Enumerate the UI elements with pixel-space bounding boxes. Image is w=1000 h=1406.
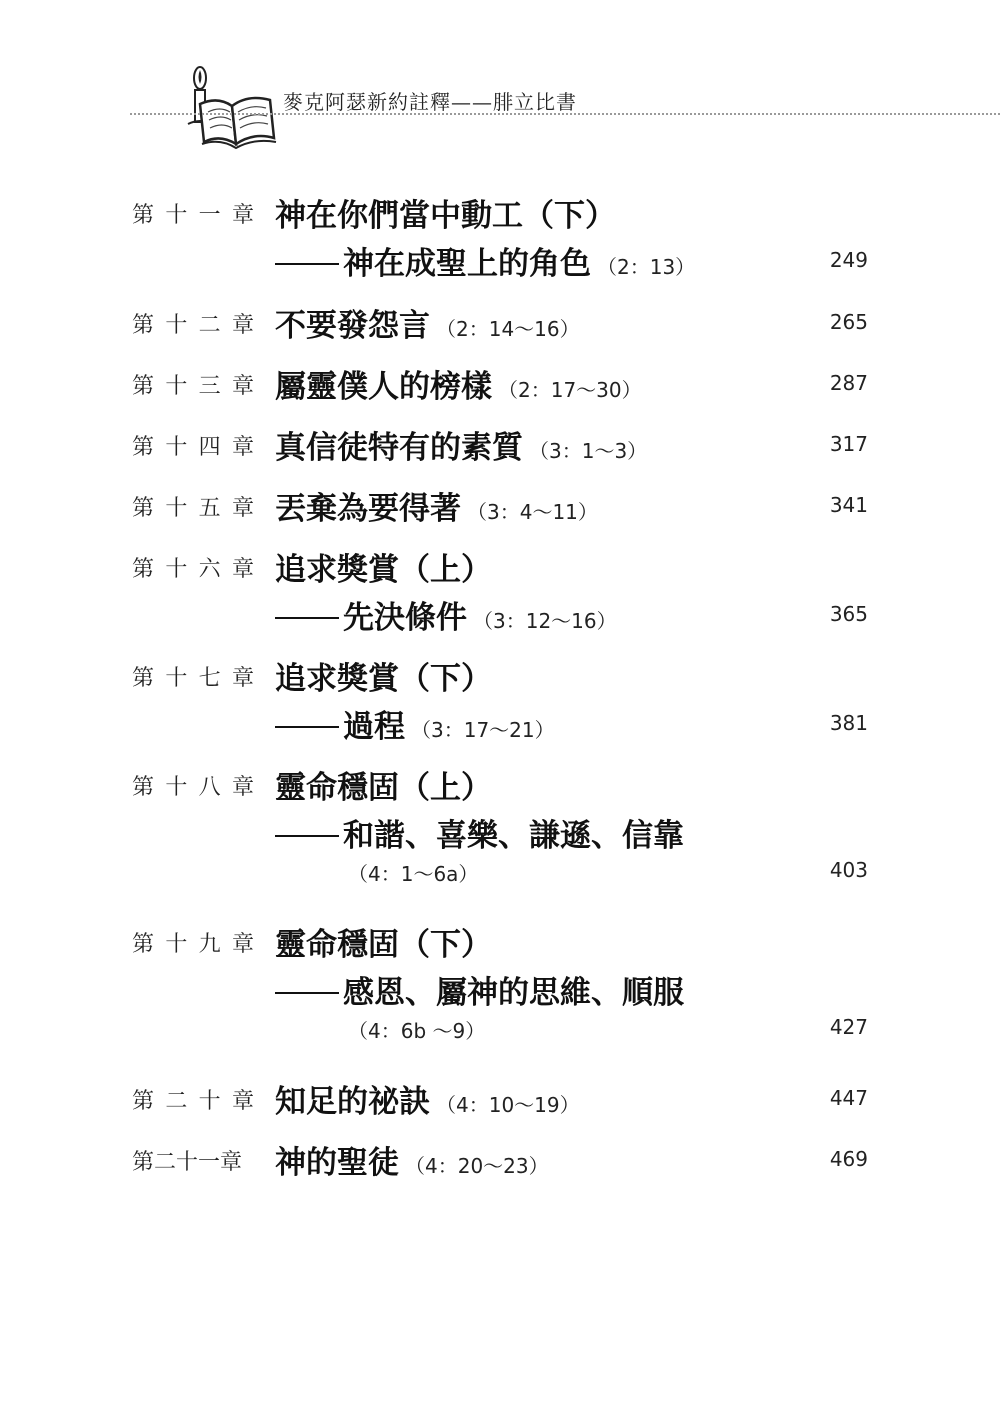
page-number: 249 [829, 248, 868, 272]
page-number: 287 [829, 371, 868, 395]
page-number: 341 [829, 493, 868, 517]
chapter-number: 第 十 九 章 [132, 932, 254, 957]
chapter-title: 知足的祕訣 （4：10～19） [275, 1084, 580, 1120]
chapter-title: 靈命穩固（下） [275, 927, 492, 963]
em-dash [275, 726, 339, 728]
chapter-title: 追求獎賞（上） [275, 552, 492, 588]
chapter-title: 屬靈僕人的榜樣 （2：17～30） [275, 369, 642, 405]
chapter-title: 神在你們當中動工（下） [275, 198, 616, 234]
chapter-title: 不要發怨言 （2：14～16） [275, 308, 580, 344]
page-number: 469 [829, 1147, 868, 1171]
chapter-subtitle: 過程 （3：17～21） [275, 701, 555, 746]
chapter-number: 第 十 一 章 [132, 203, 254, 228]
chapter-subtitle: 感恩、屬神的思維、順服 [275, 967, 684, 1012]
page-number: 265 [829, 310, 868, 334]
em-dash [275, 617, 339, 619]
em-dash [275, 263, 339, 265]
chapter-number: 第 十 四 章 [132, 435, 254, 460]
scripture-ref: （3：17～21） [411, 718, 555, 742]
scripture-ref: （4：10～19） [436, 1093, 580, 1117]
chapter-title: 丟棄為要得著 （3：4～11） [275, 491, 598, 527]
open-book-candle-icon [178, 60, 278, 150]
header-divider [130, 113, 1000, 115]
chapter-number: 第 十 三 章 [132, 374, 254, 399]
chapter-subtitle: 先決條件 （3：12～16） [275, 592, 617, 637]
header-title: 麥克阿瑟新約註釋——腓立比書 [283, 90, 577, 114]
scripture-ref: （2：13） [597, 255, 696, 279]
em-dash [275, 992, 339, 994]
chapter-number: 第 二 十 章 [132, 1089, 254, 1114]
chapter-number: 第 十 八 章 [132, 775, 254, 800]
running-header [0, 0, 1000, 150]
page-number: 365 [829, 602, 868, 626]
page-number: 403 [829, 858, 868, 882]
em-dash [275, 835, 339, 837]
scripture-ref: （3：12～16） [473, 609, 617, 633]
scripture-ref: （2：17～30） [498, 378, 642, 402]
chapter-number: 第 十 六 章 [132, 557, 254, 582]
chapter-number: 第二十一章 [132, 1150, 243, 1175]
scripture-ref: （3：4～11） [467, 500, 598, 524]
chapter-title: 靈命穩固（上） [275, 770, 492, 806]
page-number: 317 [829, 432, 868, 456]
page-number: 447 [829, 1086, 868, 1110]
scripture-ref: （3：1～3） [529, 439, 648, 463]
chapter-subtitle: 神在成聖上的角色 （2：13） [275, 238, 695, 283]
scripture-ref: （4：20～23） [405, 1154, 549, 1178]
scripture-ref: （4：6b ～9） [348, 1019, 486, 1043]
chapter-subtitle: 和諧、喜樂、謙遜、信靠 [275, 810, 684, 855]
chapter-number: 第 十 二 章 [132, 313, 254, 338]
page-number: 427 [829, 1015, 868, 1039]
chapter-title: 追求獎賞（下） [275, 661, 492, 697]
chapter-title: 真信徒特有的素質 （3：1～3） [275, 430, 648, 466]
scripture-ref: （2：14～16） [436, 317, 580, 341]
chapter-number: 第 十 五 章 [132, 496, 254, 521]
page-number: 381 [829, 711, 868, 735]
scripture-ref: （4：1～6a） [348, 862, 479, 886]
chapter-title: 神的聖徒 （4：20～23） [275, 1145, 549, 1181]
chapter-number: 第 十 七 章 [132, 666, 254, 691]
